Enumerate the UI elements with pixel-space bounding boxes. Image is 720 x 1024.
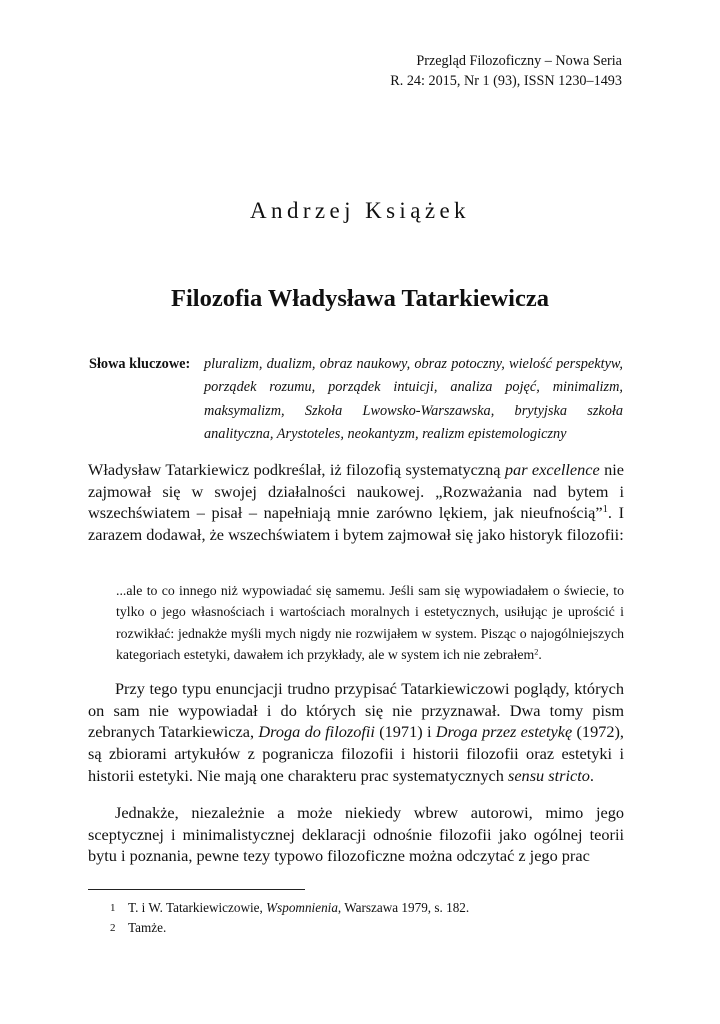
paragraph-2-title-1: Droga do filozofii xyxy=(258,722,375,742)
paragraph-3: Jednakże, niezależnie a może niekiedy wbrew autorowi, mimo jego sceptycznej i minimalistycznej deklaracji odnośnie filozofii jako ogólnej teorii bytu i poznania, pewne tezy typowo filozoficzne można odczytać z jego prac xyxy=(88,803,624,866)
footnote-text: T. i W. Tatarkiewiczowie, xyxy=(128,900,267,915)
paragraph-2 xyxy=(88,678,624,787)
footnotes xyxy=(110,898,469,938)
journal-name: Przegląd Filozoficzny – Nowa Seria xyxy=(416,53,622,69)
footnote-italic: Wspomnienia xyxy=(266,900,338,915)
paragraph-2-text-c: (1971) i xyxy=(374,722,436,742)
paragraph-2-text-g: . xyxy=(589,765,594,785)
journal-header xyxy=(390,52,622,91)
article-title: Filozofia Władysława Tatarkiewicza xyxy=(171,285,549,312)
paragraph-1-text-a: Władysław Tatarkiewicz podkreślał, iż filozofią systematyczną xyxy=(88,460,505,479)
paragraph-1-text-d: . I zarazem dodawał, że wszechświatem i bytem zajmował się jako historyk filozofii: xyxy=(88,503,624,545)
keywords-list: pluralizm, dualizm, obraz naukowy, obraz potoczny, wielość perspektyw, porządek rozumu, porządek intuicji, analiza pojęć, minimalizm, maksymalizm, Szkoła Lwowsko-Warszawska, brytyjska szkoła analityczna, Arystoteles, neokantyzm, realizm epistemologiczny xyxy=(204,356,623,442)
block-quote xyxy=(116,580,624,665)
journal-issue: R. 24: 2015, Nr 1 (93), ISSN 1230–1493 xyxy=(390,72,622,89)
paragraph-1 xyxy=(88,459,624,546)
footnote-1 xyxy=(110,898,469,918)
footnote-ref-2[interactable]: 2 xyxy=(534,647,539,657)
paragraph-1-italic: par excellence xyxy=(504,460,600,479)
author-name: Andrzej Książek xyxy=(250,198,470,223)
footnote-2 xyxy=(110,918,469,938)
footnote-number: 1 xyxy=(110,902,116,914)
keywords-block xyxy=(89,353,623,446)
footnote-ref-1[interactable]: 1 xyxy=(602,504,608,516)
block-quote-text: ...ale to co innego niż wypowiadać się samemu. Jeśli sam się wypowiadałem o świecie, to tylko o jego własnościach i wartościach moralnych i estetycznych, usiłując je uprościć i rozwikłać: jednakże myśli mych nigdy nie rozwijałem w system. Pisząc o najogólniejszych kategoriach estetyki, dawałem ich przykłady, ale w system ich nie zebrałem xyxy=(116,583,624,662)
paragraph-2-italic: sensu stricto xyxy=(508,765,590,785)
footnote-text: Tamże. xyxy=(128,920,167,935)
footnote-divider xyxy=(88,889,305,890)
footnote-number: 2 xyxy=(110,922,116,934)
paragraph-2-title-2: Droga przez estetykę xyxy=(435,722,573,742)
paragraph-2-text-a: Przy tego typu enuncjacji trudno przypisać Tatarkiewiczowi poglądy, których on sam nie wypowiadał i do których się nie przyznawał. Dwa tomy pism zebranych Tatarkiewicza, xyxy=(88,679,624,742)
keywords-label: Słowa kluczowe: xyxy=(89,356,191,372)
footnote-text-end: , Warszawa 1979, s. 182. xyxy=(337,900,470,915)
block-quote-end: . xyxy=(538,646,542,662)
paragraph-1-text-c: nie zajmował się w swojej działalności naukowej. „Rozważania nad bytem i wszechświatem – pisał – napełniają mnie zarówno lękiem, jak nieufnością” xyxy=(88,460,624,523)
paragraph-2-text-e: (1972), są zbiorami artykułów z pogranicza filozofii i historii filozofii oraz estetyki i historii estetyki. Nie mają one charakteru prac systematycznych xyxy=(88,722,624,785)
